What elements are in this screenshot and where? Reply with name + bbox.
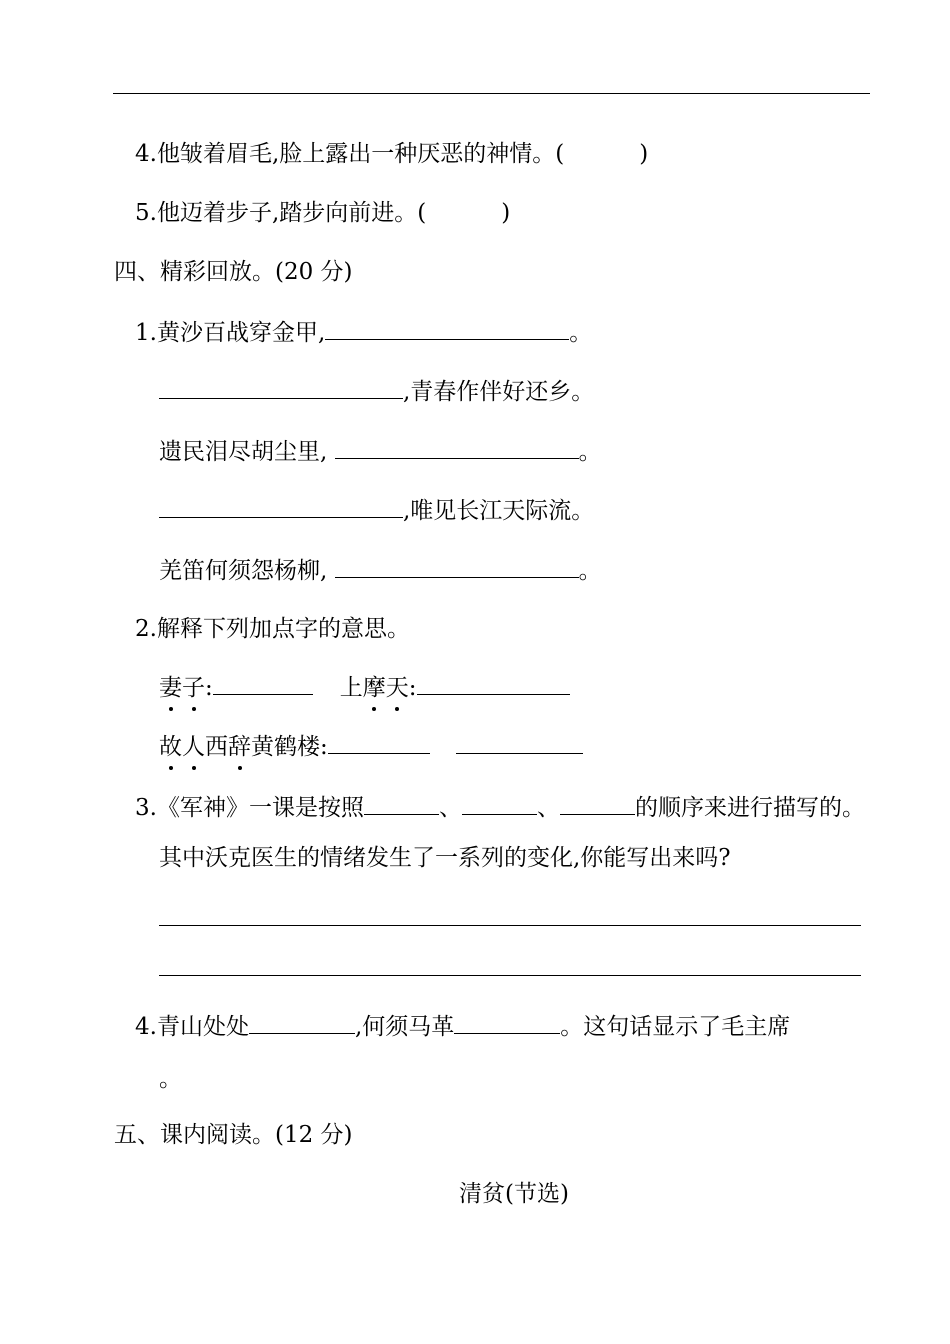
q1-blank-4[interactable] bbox=[159, 495, 403, 518]
q3-blank-3[interactable] bbox=[560, 792, 635, 815]
q1-period: 。 bbox=[578, 439, 602, 465]
q1-line-2-text: ,青春作伴好还乡。 bbox=[403, 379, 595, 405]
q2-blank-1[interactable] bbox=[213, 672, 313, 695]
q1-blank-2[interactable] bbox=[159, 376, 403, 399]
q4-blank-2[interactable] bbox=[454, 1011, 560, 1034]
dotted-char: 子 bbox=[182, 675, 205, 701]
q1-line-4 bbox=[159, 495, 594, 526]
q4-blank-1[interactable] bbox=[249, 1011, 355, 1034]
q1-line-3 bbox=[159, 436, 602, 467]
q3-answer-line-1[interactable] bbox=[159, 925, 861, 926]
q1-line-1-text: 黄沙百战穿金甲, bbox=[156, 320, 326, 346]
header-rule bbox=[113, 93, 870, 94]
q1-line-5 bbox=[159, 555, 602, 586]
q2-word-2-prefix: 上 bbox=[339, 675, 363, 701]
item-5 bbox=[135, 198, 510, 228]
q4-part-2: ,何须马革 bbox=[354, 1014, 455, 1040]
q1-line-3-text: 遗民泪尽胡尘里, bbox=[159, 439, 335, 465]
q1-line-1 bbox=[135, 317, 592, 348]
q3-sep: 、 bbox=[438, 795, 462, 821]
section-4-heading: 四、精彩回放。(20 分) bbox=[114, 259, 353, 285]
item-4-text: 4.他皱着眉毛,脸上露出一种厌恶的神情。( bbox=[135, 141, 565, 167]
passage-title: 清贫(节选) bbox=[459, 1181, 569, 1207]
q3-line-2: 其中沃克医生的情绪发生了一系列的变化,你能写出来吗? bbox=[159, 845, 731, 871]
q2-word-3-suffix: 黄鹤楼: bbox=[251, 734, 328, 760]
dotted-char: 天 bbox=[385, 675, 409, 701]
q1-line-4-text: ,唯见长江天际流。 bbox=[403, 498, 595, 524]
q1-blank-5[interactable] bbox=[335, 555, 579, 578]
q3-blank-2[interactable] bbox=[462, 792, 537, 815]
q1-blank-3[interactable] bbox=[335, 436, 579, 459]
dotted-char: 妻 bbox=[159, 675, 182, 701]
q2-title: 2.解释下列加点字的意思。 bbox=[135, 616, 410, 642]
q1-number: 1. bbox=[135, 320, 157, 346]
q3-suffix: 的顺序来进行描写的。 bbox=[634, 795, 865, 821]
item-5-text: 5.他迈着步子,踏步向前进。( bbox=[135, 200, 427, 226]
q2-colon: : bbox=[205, 675, 213, 701]
q2-word-3-mid: 西 bbox=[205, 734, 228, 760]
q1-blank-1[interactable] bbox=[325, 317, 569, 340]
q3-sep: 、 bbox=[536, 795, 560, 821]
dotted-char: 摩 bbox=[362, 675, 386, 701]
q2-blank-2[interactable] bbox=[417, 672, 570, 695]
q2-line-1 bbox=[159, 672, 570, 703]
q1-line-5-text: 羌笛何须怨杨柳, bbox=[159, 558, 335, 584]
q3-prefix: 3.《军神》一课是按照 bbox=[135, 795, 364, 821]
q1-line-2 bbox=[159, 376, 594, 407]
q1-period: 。 bbox=[578, 558, 602, 584]
q2-colon: : bbox=[408, 675, 417, 701]
dotted-char: 辞 bbox=[228, 734, 251, 760]
item-4 bbox=[135, 139, 648, 169]
section-5-heading: 五、课内阅读。(12 分) bbox=[114, 1122, 353, 1148]
q2-blank-4[interactable] bbox=[456, 731, 583, 754]
item-4-close: ) bbox=[639, 141, 649, 167]
dotted-char: 故 bbox=[159, 734, 182, 760]
q2-blank-3[interactable] bbox=[328, 731, 430, 754]
q3-blank-1[interactable] bbox=[364, 792, 439, 815]
dotted-char: 人 bbox=[182, 734, 205, 760]
item-5-close: ) bbox=[501, 200, 511, 226]
q4-line-1 bbox=[135, 1011, 790, 1042]
q4-line-2: 。 bbox=[159, 1066, 182, 1092]
q3-line-1 bbox=[135, 792, 865, 823]
q2-line-2 bbox=[159, 731, 583, 762]
q3-answer-line-2[interactable] bbox=[159, 975, 861, 976]
q4-part-1: 4.青山处处 bbox=[135, 1014, 249, 1040]
q4-part-3: 。这句话显示了毛主席 bbox=[560, 1014, 791, 1040]
q1-period: 。 bbox=[569, 320, 593, 346]
